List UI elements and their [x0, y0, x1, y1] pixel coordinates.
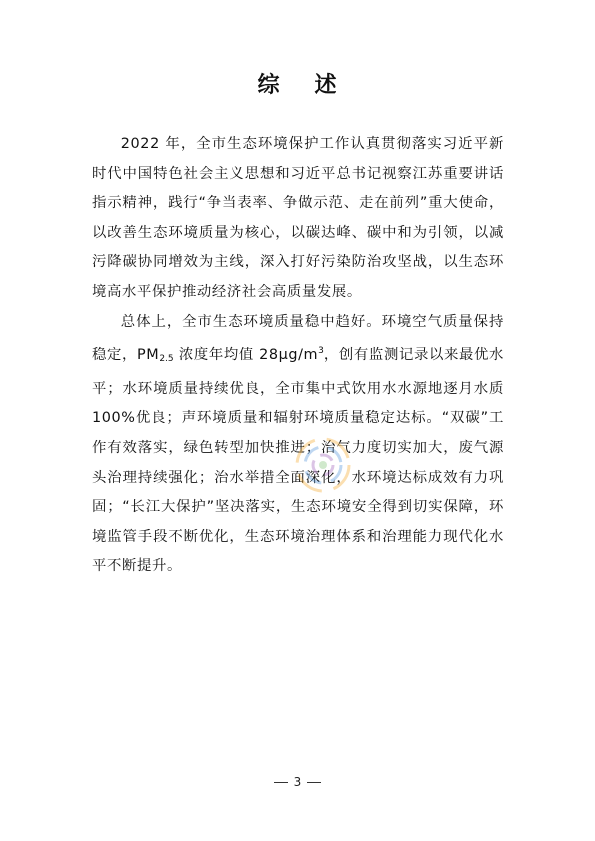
- document-body: [92, 130, 504, 582]
- unit-superscript: 3: [318, 346, 324, 357]
- page-footer: [0, 775, 595, 789]
- pm-subscript: 2.5: [159, 354, 174, 365]
- title-char-1: 综: [257, 72, 281, 98]
- paragraph-2-part-1: 总体上，全市生态环境质量稳中趋好。环境空气质量保持稳定，PM: [92, 313, 504, 364]
- title-char-2: 述: [314, 72, 338, 98]
- paragraph-1: 2022 年，全市生态环境保护工作认真贯彻落实习近平新时代中国特色社会主义思想和习近平总书记视察江苏重要讲话指示精神，践行“争当表率、争做示范、走在前列”重大使命，以改善生态环境质量为核心，以碳达峰、碳中和为引领，以减污降碳协同增效为主线，深入打好污染防治攻坚战，以生态环境高水平保护推动经济社会高质量发展。: [92, 136, 504, 300]
- footer-dash-right: [307, 782, 321, 783]
- page-title: [0, 70, 595, 100]
- paragraph-2-part-3: ，创有监测记录以来最优水平；水环境质量持续优良，全市集中式饮用水水源地逐月水质 100%优良；声环境质量和辐射环境质量稳定达标。“双碳”工作有效落实，绿色转型加快推进；治气力度切实加大，废气源头治理持续强化；治水举措全面深化，水环境达标成效有力巩固；“长江大保护”坚决落实，生态环境安全得到切实保障，环境监管手段不断优化，生态环境治理体系和治理能力现代化水平不断提升。: [92, 347, 504, 575]
- footer-dash-left: [274, 782, 288, 783]
- paragraph-2-part-2: 浓度年均值 28μg/m: [173, 347, 319, 364]
- cloud-watermark-icon: [288, 430, 358, 500]
- page-number: 3: [293, 775, 302, 789]
